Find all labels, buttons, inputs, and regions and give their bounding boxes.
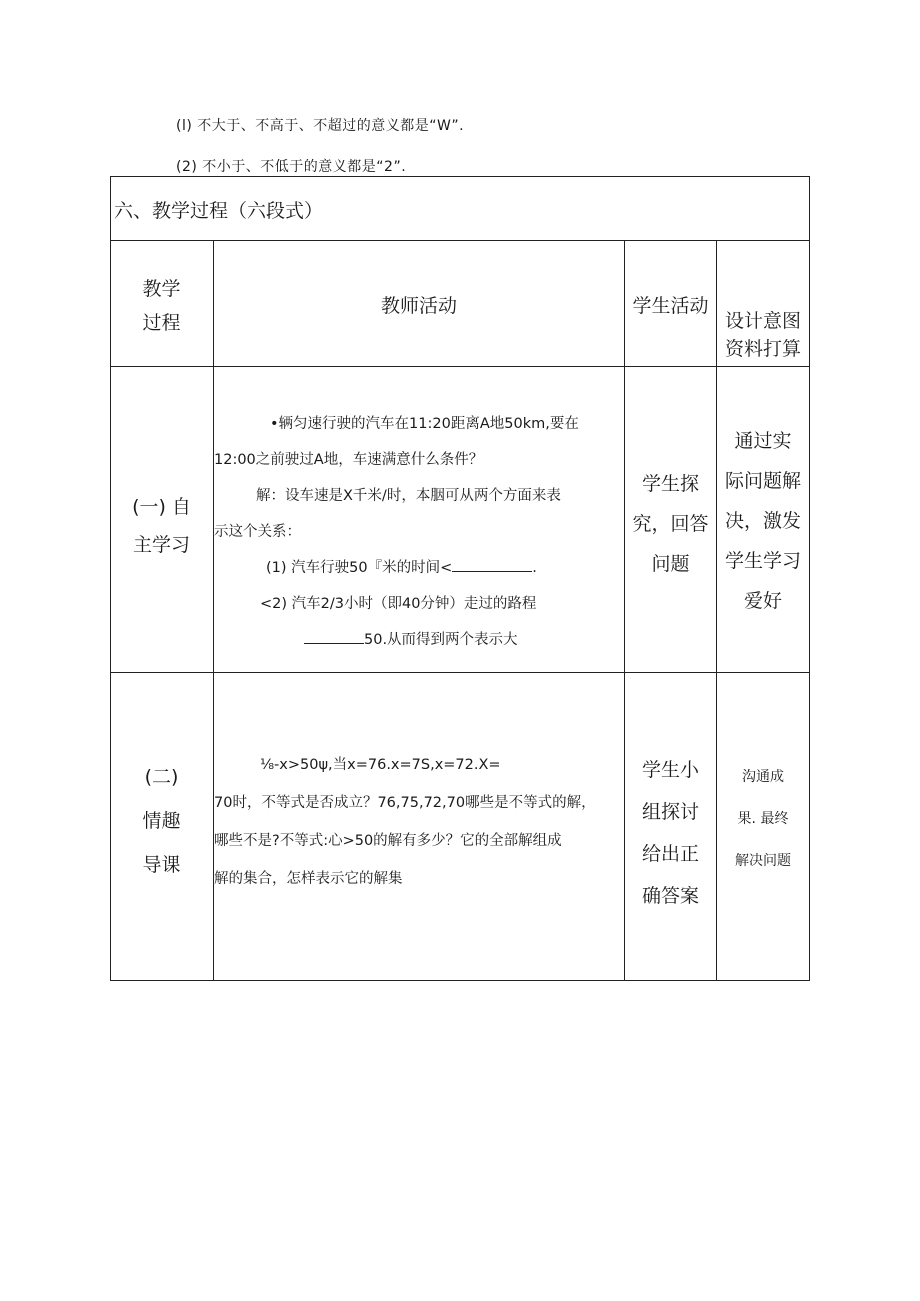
table-divider xyxy=(110,672,810,673)
table-divider xyxy=(110,240,810,241)
header-design-line: 资料打算 xyxy=(724,338,801,360)
row1-teacher-line: 解：设车速是X千米/时，本胭可从两个方面来表 xyxy=(256,488,561,504)
row2-teacher-line: 解的集合，怎样表示它的解集 xyxy=(214,871,403,887)
row1-design-line: 决，激发 xyxy=(724,510,801,532)
row2-student-activity xyxy=(625,748,716,918)
row1-teacher-line xyxy=(214,622,624,658)
header-design-line: 设计意图 xyxy=(724,310,801,332)
header-process-line: 过程 xyxy=(142,312,181,334)
row2-process-line: (二) xyxy=(144,766,179,788)
row1-teacher-line: 示这个关系： xyxy=(214,524,301,540)
header-process xyxy=(110,268,213,344)
row1-teacher-line: (1) 汽车行驶50『米的时间< . xyxy=(214,550,624,586)
row1-teacher-line: •辆匀速行驶的汽车在11:20距离A地50km,要在 xyxy=(270,416,579,432)
note-line-2: (2) 不小于、不低于的意义都是“2”. xyxy=(176,159,407,175)
row2-design-intent xyxy=(717,754,809,884)
row1-student-line: 究，回答 xyxy=(632,512,709,535)
row2-design-line: 果. 最终 xyxy=(737,811,789,827)
row1-teacher-line: 12:00之前驶过A地，车速满意什么条件？ xyxy=(214,452,484,468)
row2-process xyxy=(110,756,213,886)
row2-teacher-activity xyxy=(214,746,624,906)
answer-blank xyxy=(304,629,364,644)
row1-teacher-text: 50.从而得到两个表示大 xyxy=(364,632,518,648)
row2-teacher-line: 哪些不是?不等式:心>50的解有多少？它的全部解组成 xyxy=(214,833,562,849)
row1-student-line: 学生探 xyxy=(641,472,699,495)
row1-design-intent xyxy=(717,421,809,621)
row1-teacher-text: (1) 汽车行驶50『米的时间< xyxy=(266,560,453,576)
row2-student-line: 学生小 xyxy=(641,759,699,781)
row1-design-line: 通过实 xyxy=(734,430,792,452)
row1-teacher-line: <2) 汽车2/3小时（即40分钟）走过的路程 xyxy=(260,596,537,612)
answer-blank xyxy=(452,557,532,572)
row2-process-line: 情趣 xyxy=(142,810,181,832)
row1-design-line: 学生学习 xyxy=(724,550,801,572)
table-border-right xyxy=(809,176,810,981)
header-process-line: 教学 xyxy=(142,278,181,300)
note-line-1: (l) 不大于、不高于、不超过的意义都是“W”. xyxy=(176,118,465,134)
teaching-process-table xyxy=(110,176,810,981)
row1-design-line: 爱好 xyxy=(743,590,782,612)
table-border-bottom xyxy=(110,980,810,981)
header-design-intent xyxy=(717,304,809,366)
row2-teacher-line: 70时，不等式是否成立？76,75,72,70哪些是不等式的解， xyxy=(214,795,596,811)
table-border-top xyxy=(110,176,810,177)
row2-design-line: 沟通成 xyxy=(742,769,784,785)
row1-process-line: (一) 自 xyxy=(132,496,191,518)
row2-process-line: 导课 xyxy=(142,854,181,876)
section-title: 六、教学过程（六段式） xyxy=(114,199,324,222)
row1-process-line: 主学习 xyxy=(132,534,190,556)
row1-process xyxy=(110,486,213,566)
table-divider xyxy=(110,366,810,367)
row1-design-line: 际问题解 xyxy=(724,470,801,492)
header-teacher-activity: 教师活动 xyxy=(380,295,457,317)
row2-design-line: 解决问题 xyxy=(735,853,791,869)
row1-student-line: 问题 xyxy=(651,552,690,575)
header-student-activity: 学生活动 xyxy=(632,295,709,317)
row1-teacher-activity xyxy=(214,406,624,666)
row1-student-activity xyxy=(625,461,716,586)
row2-student-line: 确答案 xyxy=(641,885,699,907)
row2-student-line: 组探讨 xyxy=(641,801,699,823)
row2-teacher-line: ⅛-x>50ψ,当x=76.x=7S,x=72.X= xyxy=(260,757,501,773)
row2-student-line: 给出正 xyxy=(641,843,699,865)
